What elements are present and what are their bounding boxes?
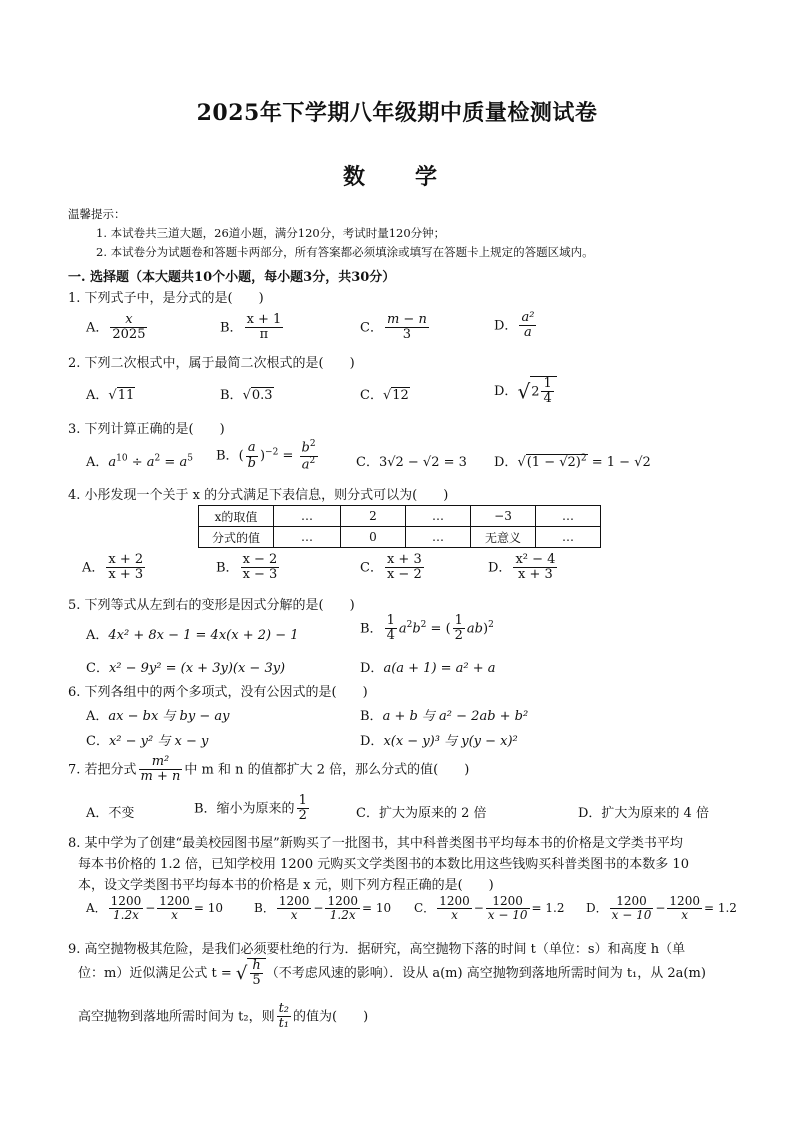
section-heading: 一. 选择题（本大题共10个小题，每小题3分，共30分） <box>68 270 396 285</box>
table-cell: 0 <box>341 527 406 548</box>
q6-option-a[interactable]: A．ax − bx 与 by − ay <box>86 709 230 724</box>
table-cell: −3 <box>471 506 536 527</box>
q3-option-d[interactable]: D．$√(1 - √2)^2 = 1 - √2$ <box>494 453 651 470</box>
page-title: 2025年下学期八年级期中质量检测试卷 <box>196 100 598 126</box>
q3-option-b[interactable]: B．( $\frac{a}{b}$ )$^{-2}$ = $\frac{b^2}{a^2}$ <box>216 439 316 472</box>
table-cell: … <box>406 506 471 527</box>
q7-option-b[interactable]: B．缩小为原来的 $\frac{1}{2}$ <box>194 793 307 824</box>
table-cell: 分式的值 <box>199 527 274 548</box>
table-row <box>199 506 601 527</box>
q7-option-c[interactable]: C．扩大为原来的 2 倍 <box>356 806 487 821</box>
q9-line-1: 9. 高空抛物极其危险，是我们必须要杜绝的行为．据研究，高空抛物下落的时间 t（单位：s）和高度 h（单 <box>68 942 686 957</box>
q8-line-2: 每本书价格的 1.2 倍，已知学校用 1200 元购买文学类图书的本数比用这些钱购买科普类图书的本数多 10 <box>78 857 689 872</box>
q6-option-b[interactable]: B．a + b 与 a² − 2ab + b² <box>360 709 529 724</box>
table-cell: … <box>274 527 341 548</box>
q5-option-b[interactable]: B． $\frac{1}{4}$ $a^2b^2$ = ( $\frac{1}{2}$ ab)$^2$ <box>360 613 494 644</box>
q8-line-3: 本，设文学类图书平均每本书的价格是 x 元，则下列方程正确的是( ) <box>78 878 494 893</box>
q4-option-b[interactable]: B． $\frac{x - 2}{x - 3}$ <box>216 552 278 583</box>
q7-stem: 7. 若把分式 $\frac{\text{m²}}{m + n}$ 中 m 和 n 的值都扩大 2 倍，那么分式的值( ) <box>68 754 470 785</box>
q1-stem: 1. 下列式子中，是分式的是( ) <box>68 291 264 306</box>
q2-option-c[interactable]: C．√12 <box>360 388 409 403</box>
q3-stem: 3. 下列计算正确的是( ) <box>68 422 225 437</box>
q4-option-c[interactable]: C． $\frac{x + 3}{x - 2}$ <box>360 552 422 583</box>
q6-stem: 6. 下列各组中的两个多项式，没有公因式的是( ) <box>68 685 368 700</box>
tips-line-1: 1. 本试卷共三道大题，26道小题，满分120分，考试时量120分钟； <box>96 226 446 240</box>
table-cell: 无意义 <box>471 527 536 548</box>
q8-line-1: 8. 某中学为了创建“最美校园图书屋”新购买了一批图书，其中科普类图书平均每本书的价格是文学类书平均 <box>68 836 683 851</box>
q9-line-2: 位：m）近似满足公式 t = √ $\frac{h}{5}$ （不考虑风速的影响）．设从 a(m) 高空抛物到落地所需时间为 t₁，从 2a(m) <box>78 958 706 989</box>
q4-value-table <box>198 505 601 548</box>
q8-option-d[interactable]: D． $\frac{1200}{x - 10}$ − $\frac{1200}{x}$ = 1.2 <box>586 894 737 923</box>
q8-option-b[interactable]: B． $\frac{1200}{x}$ − $\frac{1200}{1.2x}$ = 10 <box>254 894 392 923</box>
q7-option-d[interactable]: D．扩大为原来的 4 倍 <box>578 806 709 821</box>
q2-option-d[interactable]: D．√2 $\frac{1}{4}$ <box>494 376 557 407</box>
q4-stem: 4. 小彤发现一个关于 x 的分式满足下表信息，则分式可以为( ) <box>68 488 449 503</box>
q1-option-a[interactable]: A． $\frac{x}{2025}$ <box>86 312 146 343</box>
table-cell: … <box>274 506 341 527</box>
table-row <box>199 527 601 548</box>
table-cell: … <box>536 506 601 527</box>
q3-option-c[interactable]: C．3√2 − √2 = 3 <box>356 455 467 470</box>
q4-option-a[interactable]: A． $\frac{x + 2}{x + 3}$ <box>82 552 144 583</box>
q2-stem: 2. 下列二次根式中，属于最简二次根式的是( ) <box>68 356 355 371</box>
q6-option-c[interactable]: C．x² − y² 与 x − y <box>86 734 209 749</box>
table-cell: 2 <box>341 506 406 527</box>
tips-heading: 温馨提示： <box>68 207 126 221</box>
q1-option-d[interactable]: D． $\frac{\text{a²}}{a}$ <box>494 310 535 341</box>
q5-option-d[interactable]: D．a(a + 1) = a² + a <box>360 661 496 676</box>
table-cell: … <box>536 527 601 548</box>
q8-option-a[interactable]: A． $\frac{1200}{1.2x}$ − $\frac{1200}{x}$ = 10 <box>86 894 223 923</box>
q7-option-a[interactable]: A．不变 <box>86 806 135 821</box>
tips-line-2: 2. 本试卷分为试题卷和答题卡两部分，所有答案都必须填涂或填写在答题卡上规定的答题区域内。 <box>96 245 594 259</box>
q5-stem: 5. 下列等式从左到右的变形是因式分解的是( ) <box>68 598 355 613</box>
q5-option-a[interactable]: A．4x² + 8x − 1 = 4x(x + 2) − 1 <box>86 628 299 643</box>
q9-line-3: 高空抛物到落地所需时间为 t₂，则 $\frac{\text{t₂}}{\text{t₁}}$ 的值为( ) <box>78 1001 369 1032</box>
q2-option-b[interactable]: B．√0.3 <box>220 388 273 403</box>
table-cell: x的取值 <box>199 506 274 527</box>
q8-option-c[interactable]: C． $\frac{1200}{x}$ − $\frac{1200}{x - 10}$ = 1.2 <box>414 894 565 923</box>
table-cell: … <box>406 527 471 548</box>
q1-option-c[interactable]: C． $\frac{m - n}{3}$ <box>360 312 427 343</box>
q5-option-c[interactable]: C．x² − 9y² = (x + 3y)(x − 3y) <box>86 661 286 676</box>
q1-option-b[interactable]: B． $\frac{x + 1}{\pi}$ <box>220 312 282 343</box>
q6-option-d[interactable]: D．x(x − y)³ 与 y(y − x)² <box>360 734 518 749</box>
q2-option-a[interactable]: A．√11 <box>86 388 135 403</box>
q4-option-d[interactable]: D． $\frac{\text{x² − 4}}{x + 3}$ <box>488 552 556 583</box>
q3-option-a[interactable]: A．$a^{10} \div a^2 = a^5$ <box>86 453 193 470</box>
subject-title: 数 学 <box>342 164 451 190</box>
